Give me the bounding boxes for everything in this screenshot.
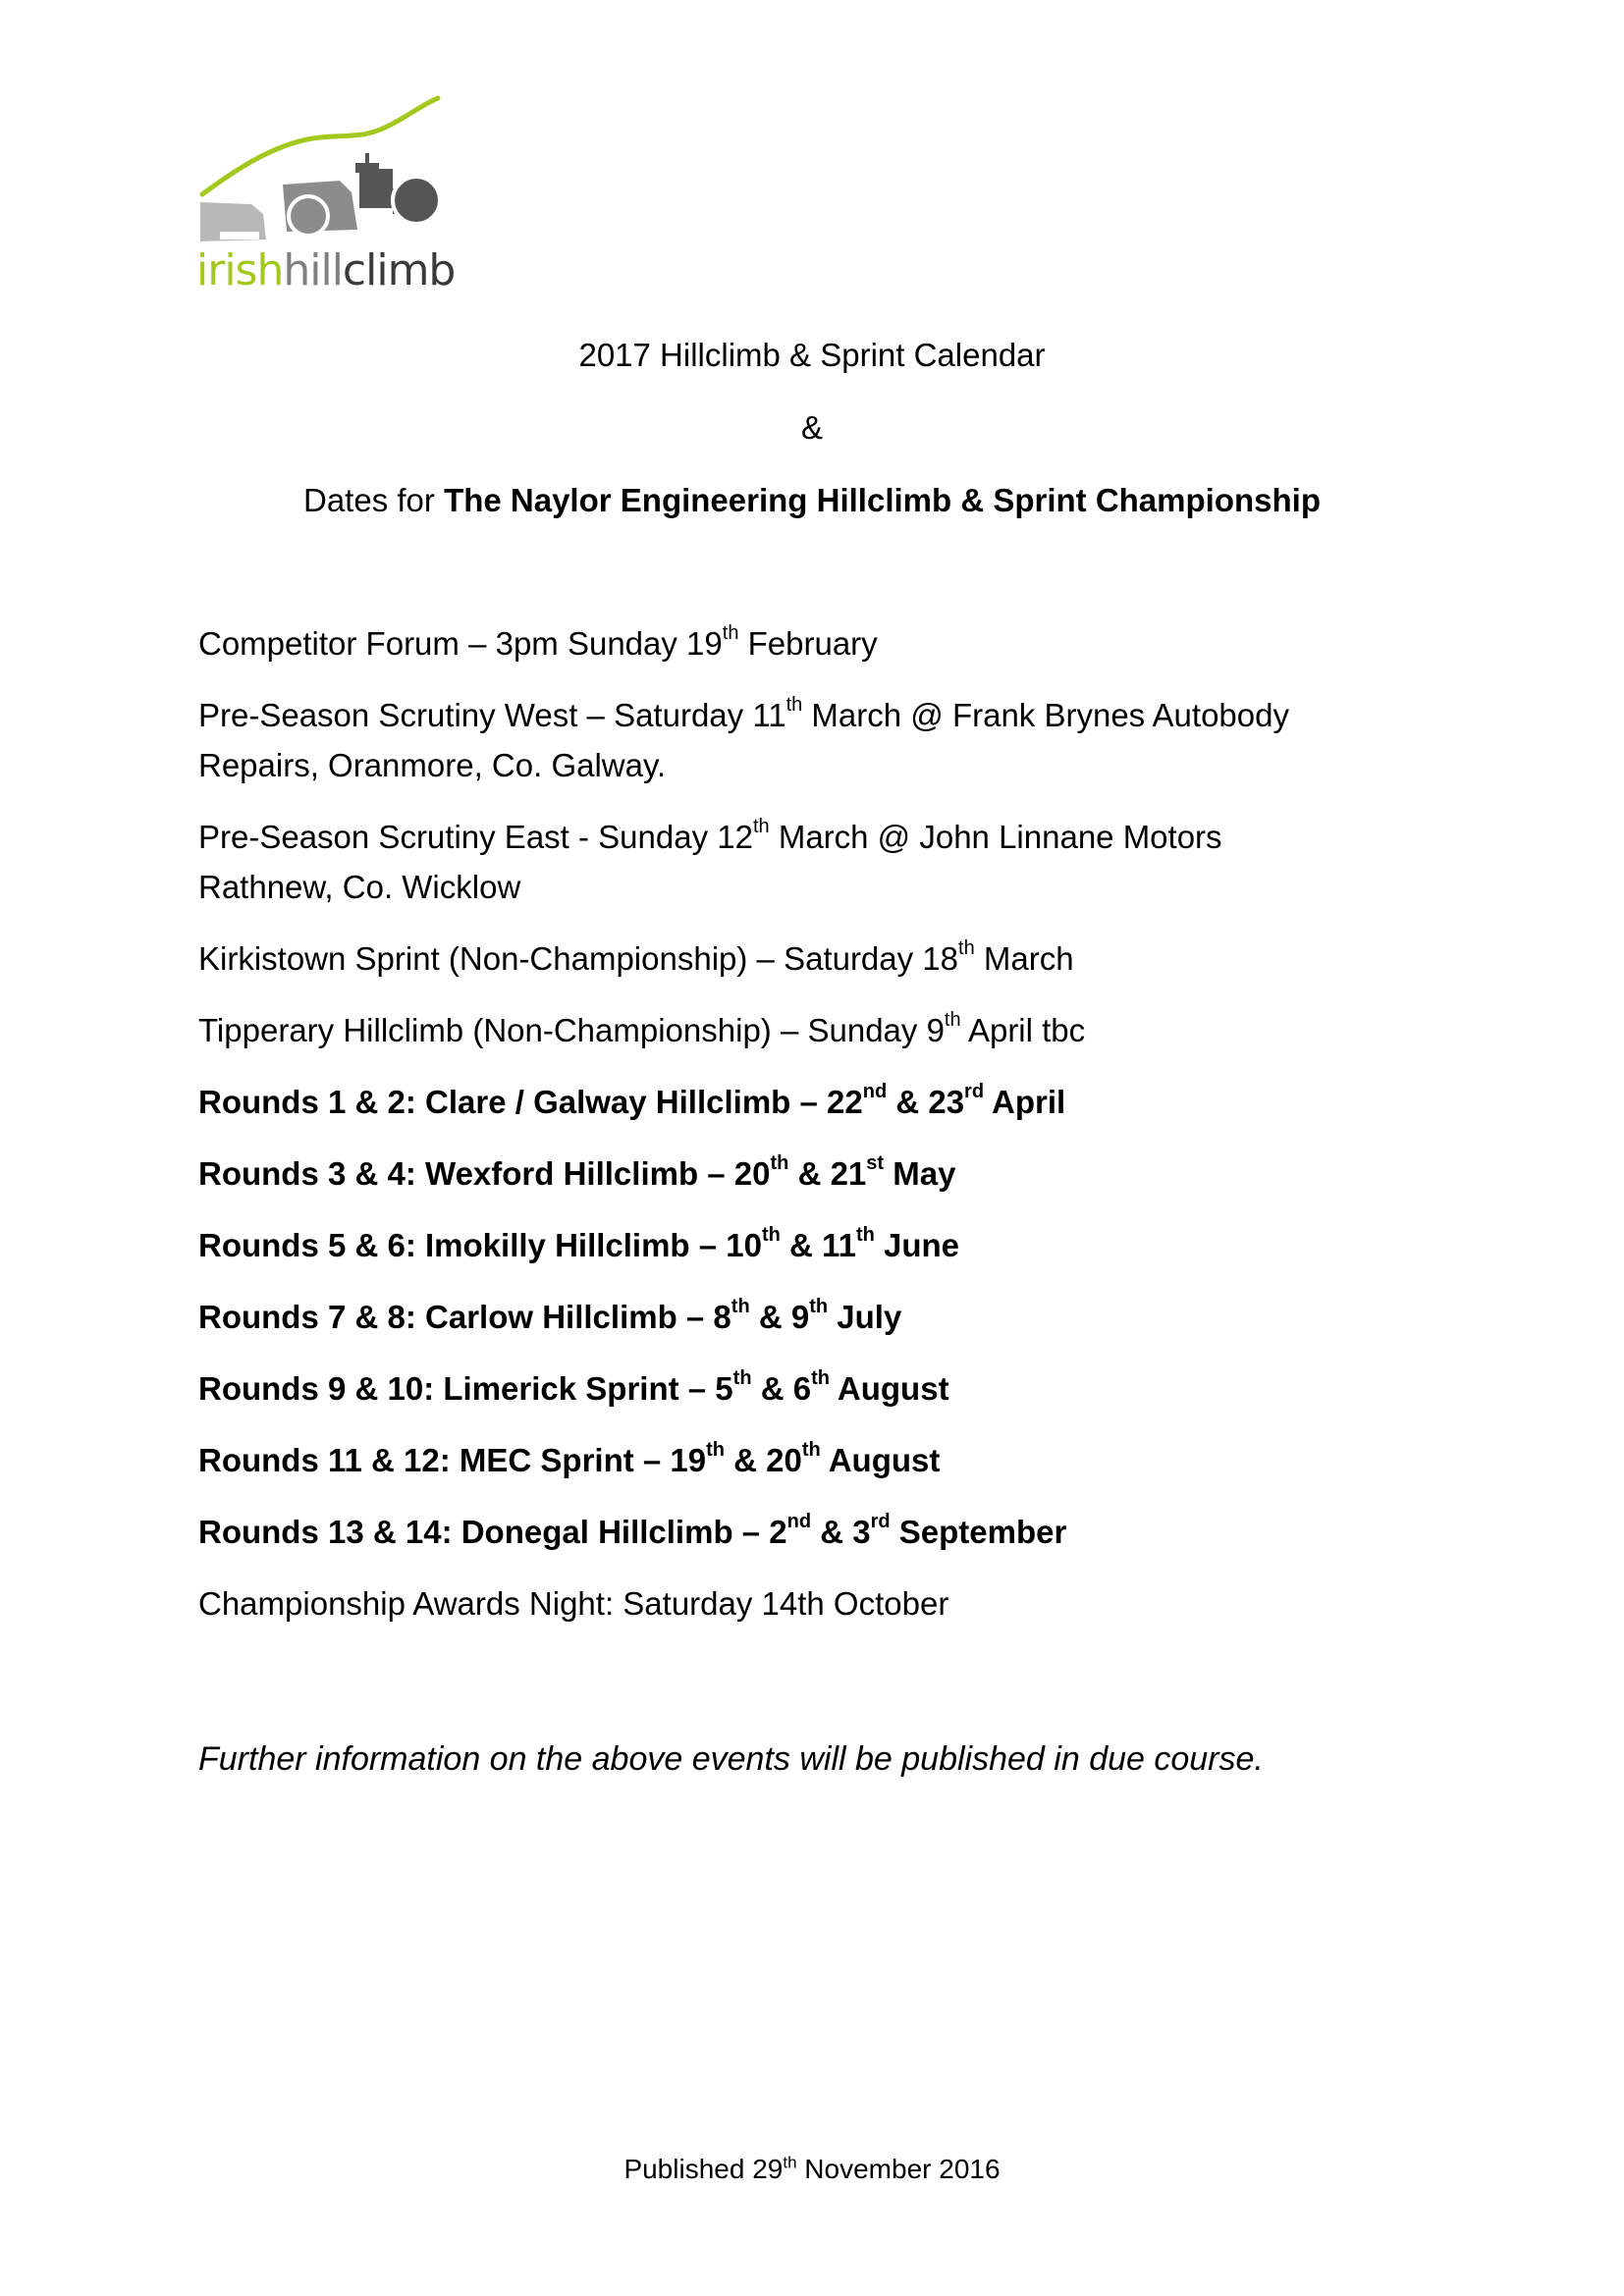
event-line xyxy=(198,618,878,669)
event-text: Competitor Forum – 3pm Sunday 19 xyxy=(198,625,723,662)
calendar-title: 2017 Hillclimb & Sprint Calendar xyxy=(578,337,1046,373)
event-line xyxy=(198,1578,948,1629)
event-text: & 20 xyxy=(725,1442,802,1478)
logo-text-climb: climb xyxy=(342,245,456,295)
event-text: March @ Frank Brynes Autobody xyxy=(802,697,1289,733)
event-line xyxy=(198,1435,940,1486)
event-text: Repairs, Oranmore, Co. Galway. xyxy=(198,747,667,783)
ordinal-suffix: th xyxy=(958,937,975,959)
championship-name: The Naylor Engineering Hillclimb & Sprint Championship xyxy=(444,482,1321,518)
event-text: & 21 xyxy=(788,1155,867,1192)
ordinal-suffix: nd xyxy=(786,1511,812,1532)
event-text: August xyxy=(820,1442,941,1478)
event-text: March @ John Linnane Motors xyxy=(769,819,1222,855)
ordinal-suffix: nd xyxy=(862,1081,888,1102)
title-ampersand: & xyxy=(800,409,823,446)
event-text: May xyxy=(884,1155,956,1192)
event-text: & 9 xyxy=(749,1299,810,1335)
ordinal-suffix: th xyxy=(811,1367,830,1389)
event-text: Rounds 13 & 14: Donegal Hillclimb – 2 xyxy=(198,1514,787,1550)
ordinal-suffix: th xyxy=(722,622,739,644)
published-date xyxy=(0,2150,1624,2189)
ordinal-suffix: th xyxy=(731,1296,750,1317)
event-text: July xyxy=(828,1299,902,1335)
event-text: Rounds 9 & 10: Limerick Sprint – 5 xyxy=(198,1370,733,1407)
event-text: Rathnew, Co. Wicklow xyxy=(198,869,521,905)
event-text: & 23 xyxy=(887,1084,965,1120)
ordinal-suffix: th xyxy=(785,694,803,716)
event-text: Rounds 7 & 8: Carlow Hillclimb – 8 xyxy=(198,1299,731,1335)
event-text: March xyxy=(974,940,1074,977)
ordinal-suffix: rd xyxy=(964,1081,985,1102)
logo-text-hill: hill xyxy=(283,245,343,295)
event-text: June xyxy=(874,1227,960,1263)
ordinal-suffix: th xyxy=(809,1296,829,1317)
published-rest: November 2016 xyxy=(796,2154,1001,2184)
ordinal-suffix: th xyxy=(944,1009,961,1031)
event-text: & 6 xyxy=(751,1370,812,1407)
event-text: September xyxy=(890,1514,1067,1550)
ordinal-suffix: th xyxy=(855,1224,875,1246)
event-text: Kirkistown Sprint (Non-Championship) – Saturday 18 xyxy=(198,940,959,977)
ordinal-suffix: th xyxy=(732,1367,752,1389)
published-prefix: Published 29 xyxy=(623,2154,784,2184)
ordinal-suffix: st xyxy=(866,1152,885,1174)
championship-line xyxy=(0,479,1624,522)
event-text: February xyxy=(738,625,878,662)
event-line xyxy=(198,1363,949,1415)
irish-hillclimb-logo xyxy=(192,94,456,300)
event-text: August xyxy=(829,1370,949,1407)
event-text: April xyxy=(984,1084,1066,1120)
ordinal-suffix: th xyxy=(801,1439,821,1461)
ordinal-suffix: rd xyxy=(870,1511,891,1532)
event-line xyxy=(198,1292,901,1343)
event-line xyxy=(198,812,1222,863)
ordinal-suffix: th xyxy=(706,1439,726,1461)
further-information-note: Further information on the above events will be published in due course. xyxy=(198,1740,1264,1778)
event-text: Rounds 3 & 4: Wexford Hillclimb – 20 xyxy=(198,1155,771,1192)
event-text: Pre-Season Scrutiny West – Saturday 11 xyxy=(198,697,786,733)
event-line xyxy=(198,1507,1066,1558)
hillclimb-cars-icon xyxy=(192,94,448,251)
event-text: Rounds 11 & 12: MEC Sprint – 19 xyxy=(198,1442,707,1478)
logo-text-irish: irish xyxy=(196,245,284,295)
event-text: & 3 xyxy=(811,1514,871,1550)
event-line xyxy=(198,690,1289,741)
event-text: April tbc xyxy=(960,1012,1086,1048)
dates-prefix: Dates for xyxy=(303,482,445,518)
event-text: Rounds 5 & 6: Imokilly Hillclimb – 10 xyxy=(198,1227,762,1263)
ordinal-suffix: th xyxy=(770,1152,789,1174)
event-line xyxy=(198,740,666,791)
event-line xyxy=(198,862,520,913)
event-line xyxy=(198,934,1074,985)
event-line xyxy=(198,1005,1085,1056)
event-line xyxy=(198,1220,959,1271)
event-line xyxy=(198,1148,955,1200)
event-text: Tipperary Hillclimb (Non-Championship) – Sunday 9 xyxy=(198,1012,945,1048)
ordinal-suffix: th xyxy=(762,1224,781,1246)
logo-wordmark xyxy=(196,241,455,300)
event-text: Pre-Season Scrutiny East - Sunday 12 xyxy=(198,819,753,855)
event-text: & 11 xyxy=(780,1227,856,1263)
published-day-suffix: th xyxy=(783,2153,797,2172)
event-text: Rounds 1 & 2: Clare / Galway Hillclimb – 22 xyxy=(198,1084,863,1120)
event-text: Championship Awards Night: Saturday 14th October xyxy=(198,1585,949,1622)
ordinal-suffix: th xyxy=(752,816,770,837)
event-line xyxy=(198,1077,1065,1128)
